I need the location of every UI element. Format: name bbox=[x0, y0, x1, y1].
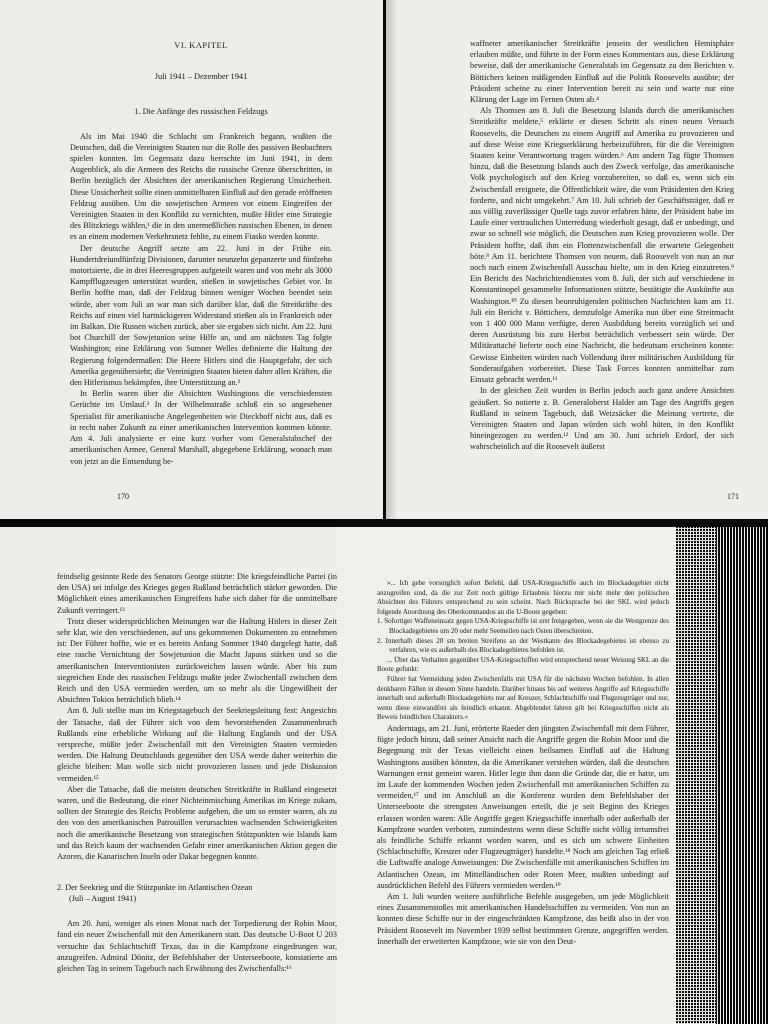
quote-intro: »... Ich gebe vorsorglich sofort Befehl, daß USA-Kriegsschiffe auch im Blockadegebiet nicht anzugreifen sind, da die zur Zeit noch gültige Erlaubnis hierzu mir nicht mehr den politischen Absichten des Führers entsprechend zu sein scheint. Nach Rücksprache bei der SKL wird jedoch folgende Anordnung des Oberkommandos an die U-Boote gegeben: bbox=[377, 579, 669, 616]
quote-list-item: 1. Sofortiger Waffeneinsatz gegen USA-Kriegsschiffe ist erst freigegeben, wenn sie die Westgrenze des Blockadegebietes um 20 oder mehr Seemeilen nach Osten überschreiten. bbox=[377, 617, 669, 635]
book-page-lower-left bbox=[0, 527, 384, 1024]
page-gutter-shadow bbox=[386, 0, 398, 519]
page-number: 170 bbox=[117, 492, 129, 501]
quote-end: Führer hat Vermeidung jeden Zwischenfalls mit USA für die nächsten Wochen befohlen. In allen denkbaren Fällen in diesem Sinne handeln. Darüber hinaus bis auf weiteres Angriffe auf Kriegsschiffe innerhalb und außerhalb Blockadegebiets nur auf Kreuzer, Schlachtschiffe und Flugzeugträger und nur, wenn diese einwandfrei als feindlich erkannt. Abgeblendet fahren gilt bei Kriegsschiffen nicht als Beweis feindlichen Charakters.« bbox=[377, 674, 669, 722]
page-171-column bbox=[470, 38, 734, 453]
paragraph: waffneter amerikanischer Streitkräfte jenseits der westlichen Hemisphäre erlauben müßte, und führte in der Form eines Kommentars aus, diese Erklärung beweise, daß der amerikanische Generalstab im Gegensatz zu den Berichten v. Böttichers keinen mäßigenden Einfluß auf die Politik Roosevelts ausübte; der Präsident scheine zu einer Intervention bereit zu sein und warte nur eine Klärung der Lage im Fernen Osten ab.⁴ bbox=[470, 39, 734, 105]
page-number: 171 bbox=[727, 492, 739, 501]
paragraph: Am 20. Juni, weniger als einen Monat nach der Torpedierung der Robin Moor, fand ein neuer Zwischenfall mit den Amerikanern statt. Das deutsche U-Boot U 203 versuchte das Schlachtschiff Texas, das in die Kampfzone eingedrungen war, anzugreifen. Admiral Dönitz, der Befehlshaber der Unterseeboote, konstatierte am gleichen Tag in seinem Tagebuch nach Erwähnung des Zwischenfalls:¹⁶ bbox=[57, 919, 337, 974]
paragraph: Am 8. Juli stellte man im Kriegstagebuch der Seekriegsleitung fest: Angesichts der Tatsache, daß der Führer sich von dem bevorstehenden Zusammenbruch Rußlands eine erhebliche Wirkung auf die Haltung Englands und der USA verspreche, müßte jeder Zwischenfall mit den Vereinigten Staaten vermieden werden. Die Haltung Deutschlands gegenüber den USA werde daher weiterhin die gleiche bleiben: Man wolle sich nicht provozieren lassen und jede Diskussion vermeiden.¹⁵ bbox=[57, 706, 337, 783]
scan-edge-artifact bbox=[676, 527, 768, 1024]
quote-list-item: 2. Innerhalb dieses 20 sm breiten Streifens an der Westkante des Blockadegebietes ist ebenso zu verfahren, wie es außerhalb des Blockadegebietes befohlen ist. bbox=[377, 636, 669, 655]
block-quote bbox=[377, 579, 669, 723]
paragraph: In der gleichen Zeit wurden in Berlin jedoch auch ganz andere Ansichten geäußert. So notierte z. B. Generaloberst Halder am Tage des Angriffs gegen Rußland in seinem Tagebuch, daß Weizsäcker die Meinung vertrete, die Vereinigten Staaten und Japan würden sich wohl hüten, in den Konflikt hineingezogen zu werden.¹² Und am 30. Juni schrieb Erdorf, der sich wahrscheinlich auf die Roosevelt äußerst bbox=[470, 386, 734, 452]
paragraph: Als Thomsen am 8. Juli die Besetzung Islands durch die amerikanischen Streitkräfte meldete,⁵ erklärte er diesen Schritt als einen neuen Versuch Roosevelts, die Deutschen zu einem Angriff auf Amerika zu provozieren und auf diese Weise eine Kriegserklärung herbeizuführen, für die die Vereinigten Staaten keine Verantwortung tragen würden.⁶ Am andern Tag fügte Thomsen hinzu, daß die Besetzung Islands auch den Zweck verfolge, das amerikanische Volk psychologisch auf den Krieg vorzubereiten, so daß es, wenn sich ein Zwischenfall ereignete, die Öffentlichkeit wäre, die vom Präsidenten den Krieg forderte, und nicht umgekehrt.⁷ Am 10. Juli schrieb der Geschäftsträger, daß er aus völlig zuverlässiger Quelle tags zuvor erfahren hätte, der Präsident habe im Laufe einer vertraulichen Unterredung wiederholt gesagt, daß er unbedingt, und zwar so schnell wie möglich, die Deutschen zum Krieg provozieren wolle. Der Präsident hoffte, daß ihm ein Flottenzwischenfall die erwartete Gelegenheit böte.⁸ Am 11. berichtete Thomsen von neuem, daß Roosevelt von nun an nur noch nach einem Zwischenfall Ausschau hielte, um in den Krieg einzutreten.⁹ Ein Bericht des Nachrichtendienstes vom 8. Juli, der sich auf verschiedene in Konstantinopel gesammelte Informationen stützte, bestätigte die Auskünfte aus Washington.¹⁰ Zu diesen beunruhigenden politischen Nachrichten kam am 11. Juli ein Bericht v. Böttichers, demzufolge Amerika nun über eine Streitmacht von 1 400 000 Mann verfügte, deren Ausbildung bereits vorzüglich sei und deren Ausrüstung bis zum Herbst beträchtlich verbessert sein würde. Der Militärattaché lieferte noch eine Nachricht, die bedeutsam erscheinen konnte: Gewisse Einheiten würden nach Vollendung ihrer militärischen Ausbildung für Sonderaufgaben vorbereitet. Diese Task Forces konnten unmittelbar zum Einsatz gebracht werden.¹¹ bbox=[470, 106, 734, 385]
page-170-column bbox=[70, 40, 332, 467]
paragraph: Trotz dieser widersprüchlichen Meinungen war die Haltung Hitlers in dieser Zeit sehr klar, wie den verschiedenen, auf uns gekommenen Dokumenten zu entnehmen ist: Der Führer hoffte, wie er es bereits Anfang Sommer 1940 dargelegt hatte, daß eine rasche Vernichtung der Sowjetunion die Macht Japans stärken und so die amerikanischen Interventionisten zurückweichen lassen würde. Aber bis zum siegreichen Ende des russischen Feldzugs mußte jeder Zwischenfall zwischen dem Reich und den USA vermieden werden, um so mehr als die Ungewißheit der Absichten Tokios beträchtlich blieb.¹⁴ bbox=[57, 616, 337, 705]
section-heading-line: 2. Der Seekrieg und die Stützpunkte im Atlantischen Ozean bbox=[57, 883, 253, 893]
book-page-170 bbox=[0, 0, 383, 519]
page-lower-left-column bbox=[57, 571, 337, 974]
section-heading-dates: (Juli – August 1941) bbox=[69, 894, 137, 904]
paragraph: Als im Mai 1940 die Schlacht um Frankreich begann, wußten die Deutschen, daß die Vereinigten Staaten nur die Rolle des passiven Beobachters spielen konnten. Im Gegensatz dazu herrschte im Juni 1941, in dem Augenblick, als die Armeen des Reichs die russische Grenze überschritten, in Berlin bezüglich der Absichten der amerikanischen Regierung Unsicherheit. Diese Unsicherheit sollte einen unmittelbaren Einfluß auf den gerade eröffneten Feldzug ausüben. Um die sowjetischen Armeen vor einem Eingreifen der Vereinigten Staaten in den Konflikt zu vernichten, mußte Hitler eine Strategie des Blitzkriegs wählen,¹ die in den unermeßlichen russischen Ebenen, in denen es an einem modernen Verkehrsnetz fehlte, zu einem Fiasko werden konnte. bbox=[70, 131, 332, 242]
chapter-heading: VI. KAPITEL bbox=[174, 41, 228, 50]
book-page-lower-right bbox=[337, 527, 768, 1024]
section-heading: 1. Die Anfänge des russischen Feldzugs bbox=[134, 107, 268, 117]
paragraph: Der deutsche Angriff setzte am 22. Juni in der Frühe ein. Hundertdreiundfünfzig Divisionen, darunter neunzehn gepanzerte und fünfzehn motorisierte, die in drei Heeresgruppen aufgeteilt waren und von mehr als 3000 Kampfflugzeugen unterstützt wurden, stießen in sowjetisches Gebiet vor. In Berlin hoffte man, daß der Feldzug binnen weniger Wochen beendet sein würde, aber vom Juli an war man sich darüber klar, daß die Streitkräfte des Reichs auf einen viel hartnäckigeren Widerstand stießen als in Frankreich oder im Balkan. Die Russen wichen zurück, aber sie ergaben sich nicht. Am 22. Juni bot Churchill der Sowjetunion seine Hilfe an, und am nächsten Tag folgte Washington; eine Erklärung von Sumner Welles definierte die Haltung der Regierung folgendermaßen: Die Heere Hitlers sind die Hauptgefahr, der sich Amerika gegenübersieht; die Vereinigten Staaten bieten daher allen Kräften, die den Hitlerismus bekämpfen, ihre Unterstützung an.² bbox=[70, 243, 332, 388]
paragraph: Am 1. Juli wurden weitere ausführliche Befehle ausgegeben, um jede Möglichkeit eines Zusammenstoßes mit amerikanischen Handelsschiffen zu vermeiden. Von nun an konnten diese Schiffe nur in der eingeschränkten Kampfzone, das heißt also in der von Präsident Roosevelt im November 1939 selbst bestimmten Grenze, angegriffen werden. Innerhalb der erweiterten Kampfzone, wie sie von den Deut- bbox=[377, 891, 669, 946]
paragraph: In Berlin waren über die Absichten Washingtons die verschiedensten Gerüchte im Umlauf.³ In der Wilhelmstraße schloß ein so angesehener Spezialist für amerikanische Angelegenheiten wie Dieckhoff nicht aus, daß es in recht naher Zukunft zu einer amerikanischen Intervention kommen könnte. Am 4. Juli analysierte er eine kurz vorher vom Generalstabschef der amerikanischen Armee, General Marshall, abgegebene Erklärung, wonach man von jetzt an die Entsendung be- bbox=[70, 389, 332, 466]
section-heading bbox=[57, 882, 337, 904]
quote-middle: ... Über das Verhalten gegenüber USA-Kriegsschiffen wird entsprechend neuer Weisung SKL an die Boote gefunkt: bbox=[377, 655, 669, 674]
paragraph: feindselig gesinnte Rede des Senators George stützte: Die kriegsfeindliche Partei (in den USA) sei infolge des Krieges gegen Rußland beträchtlich stärker geworden. Die Möglichkeit eines amerikanischen Eingreifens habe sich daher für die unmittelbare Zukunft verringert.¹³ bbox=[57, 572, 337, 615]
page-lower-right-column bbox=[377, 579, 669, 947]
chapter-subtitle: Juli 1941 – Dezember 1941 bbox=[154, 72, 248, 82]
paragraph: Anderntags, am 21. Juni, erörterte Raeder den jüngsten Zwischenfall mit dem Führer, fügte jedoch hinzu, daß seiner Ansicht nach die Angriffe gegen die Robin Moor und die Begegnung mit der Texas vielleicht einen heilsamen Einfluß auf die Haltung Washingtons ausüben könnten, da die Amerikaner verstehen würden, daß die deutschen Warnungen ernst gemeint waren. Hitler legte ihm dann die Gründe dar, die er hatte, um im Laufe der kommenden Wochen jeden Zwischenfall mit amerikanischen Schiffen zu vermeiden,¹⁷ und im Anschluß an die Konferenz wurden dem Befehlshaber der Unterseeboote die strengsten Anweisungen erteilt, die je seit Beginn des Krieges erlassen worden waren: Alle Angriffe gegen Kriegsschiffe innerhalb oder außerhalb der Kampfzone wurden verboten, zumindestens wenn diese Schiffe nicht völlig irrtumsfrei als feindliche Schiffe erkannt worden waren, und es sich um schwere Einheiten (Schlachtschiffe, Kreuzer oder Flugzeugträger) handelte.¹⁸ Noch am gleichen Tag erließ die Luftwaffe analoge Anweisungen: Die Zwischenfälle mit amerikanischen Schiffen im Atlantischen Ozean, im Mittelländischen oder Roten Meer, mußten unbedingt auf ausdrücklichen Befehl des Führers vermieden werden.¹⁹ bbox=[377, 723, 669, 890]
book-page-171 bbox=[386, 0, 768, 519]
paragraph: Aber die Tatsache, daß die meisten deutschen Streitkräfte in Rußland eingesetzt waren, und die Bedeutung, die einer Nichteinmischung Amerikas im Kriege zukam, sollten der Strategie des Reichs Probleme aufgeben, die um so ernster waren, als zu den von den amerikanischen Patrouillen verursachten wachsenden Schwierigkeiten noch die amerikanische Besetzung von strategischen Stützpunkten wie Islands kam und das Reich kaum der wachsenden Gefahr einer amerikanischen Aktion gegen die Azoren, die Kanarischen Inseln oder Dakar begegnen konnte. bbox=[57, 784, 337, 862]
